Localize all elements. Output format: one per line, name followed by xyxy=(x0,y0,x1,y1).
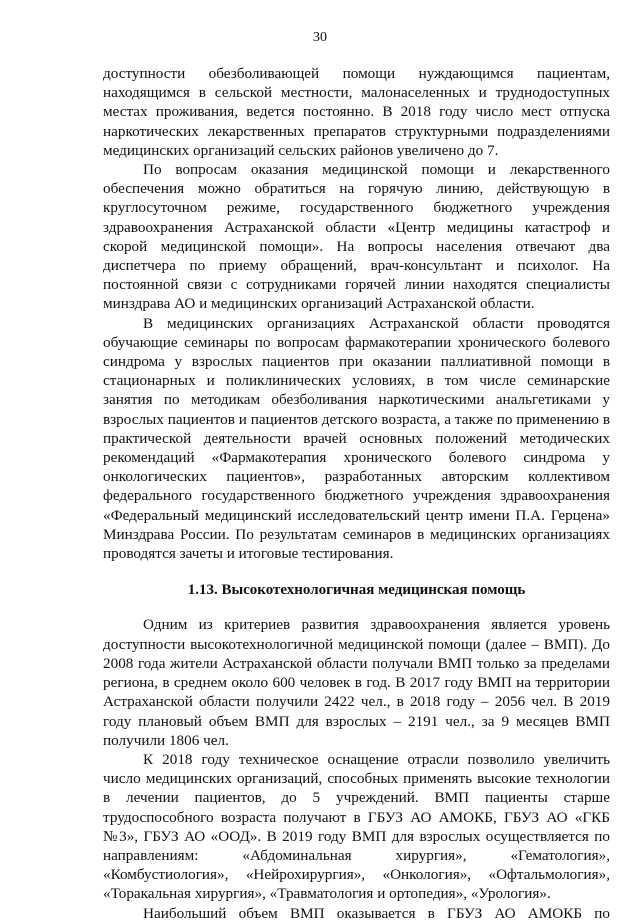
section-heading-high-tech-care: 1.13. Высокотехнологичная медицинская помощь xyxy=(187,582,526,599)
document-body xyxy=(103,64,610,923)
paragraph-vmp-availability: Одним из критериев развития здравоохранения является уровень доступности высокотехнологичной медицинской помощи (далее – ВМП). До 2008 года жители Астраханской области получали ВМП только за пределами региона, в среднем около 600 человек в год. В 2017 году ВМП на территории Астраханской области получили 2422 чел., в 2018 году – 2056 чел. В 2019 году плановый объем ВМП для взрослых – 2191 чел., за 9 месяцев ВМП получили 1806 чел. xyxy=(103,616,610,749)
paragraph-continued-analgesia: доступности обезболивающей помощи нуждающимся пациентам, находящимся в сельской местности, малонаселенных и труднодоступных местах проживания, ведется постоянно. В 2018 году число мест отпуска наркотических лекарственных препаратов структурными подразделениями медицинских организаций сельских районов увеличено до 7. xyxy=(103,65,610,159)
paragraph-vmp-volume: Наибольший объем ВМП оказывается в ГБУЗ АО АМОКБ по xyxy=(143,904,610,922)
paragraph-hotline: По вопросам оказания медицинской помощи и лекарственного обеспечения можно обратиться на горячую линию, действующую в круглосуточном режиме, государственного бюджетного учреждения здравоохранения Астраханской области «Центр медицины катастроф и скорой медицинской помощи». На вопросы населения отвечают два диспетчера по приему обращений, врач-консультант и психолог. На постоянной связи с сотрудниками горячей линии находятся специалисты минздрава АО и медицинских организаций Астраханской области. xyxy=(103,161,610,313)
paragraph-seminars: В медицинских организациях Астраханской области проводятся обучающие семинары по вопросам фармакотерапии хронического болевого синдрома у взрослых пациентов при оказании паллиативной помощи в стационарных и поликлинических условиях, в том числе семинарские занятия по методикам обезболивания наркотическими анальгетиками у взрослых пациентов и пациентов детского возраста, а также по применению в практической деятельности врачей основных положений методических рекомендаций «Фармакотерапия хронического болевого синдрома у онкологических пациентов», разработанных авторским коллективом федерального государственного бюджетного учреждения здравоохранения «Федеральный медицинский исследовательский центр имени П.А. Герцена» Минздрава России. По результатам семинаров в медицинских организациях проводятся зачеты и итоговые тестирования. xyxy=(103,314,610,563)
page-number: 30 xyxy=(313,30,327,45)
paragraph-vmp-organizations: К 2018 году техническое оснащение отрасли позволило увеличить число медицинских организаций, способных применять высокие технологии в лечении пациентов, до 5 учреждений. ВМП пациенты старше трудоспособного возраста получают в ГБУЗ АО АМОКБ, ГБУЗ АО «ГКБ №3», ГБУЗ АО «ООД». В 2019 году ВМП для взрослых осуществляется по направлениям: «Абдоминальная хирургия», «Гематология», «Комбустиология», «Нейрохирургия», «Онкология», «Офтальмология», «Торакальная хирургия», «Травматология и ортопедия», «Урология». xyxy=(103,750,610,903)
